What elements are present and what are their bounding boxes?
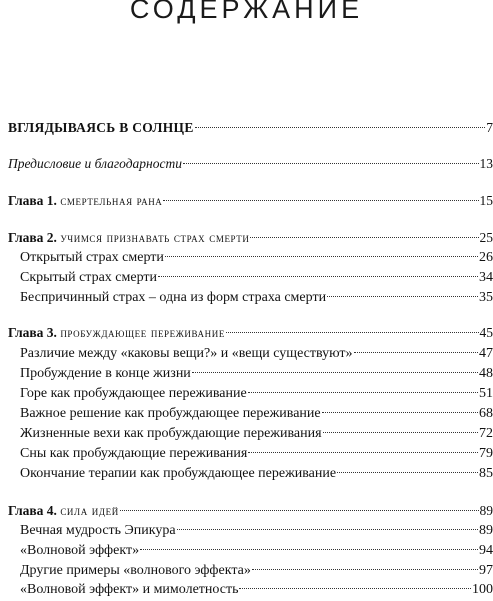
dot-leader [239, 588, 471, 589]
toc-preface-entry [0, 153, 493, 175]
dot-leader [248, 392, 478, 393]
toc-entry-page: 97 [479, 560, 493, 582]
dot-leader [226, 332, 479, 333]
toc-chapter-1 [0, 190, 493, 212]
toc-part-entry [0, 117, 493, 139]
toc-entry-title: Пробуждение в конце жизни [0, 363, 191, 385]
toc-entry-page: 13 [480, 153, 493, 175]
toc-entry-page: 34 [479, 267, 493, 289]
toc-section-entry [0, 520, 493, 542]
toc-entry-page: 48 [479, 363, 493, 385]
toc-entry-title: «Волновой эффект» и мимолетность [0, 579, 238, 601]
toc-section-entry [0, 423, 493, 445]
chapter-number: Глава 4. [8, 503, 57, 518]
dot-leader [140, 549, 478, 550]
dot-leader [252, 569, 478, 570]
toc-entry-page: 100 [472, 579, 493, 601]
toc-section-entry [0, 363, 493, 385]
chapter-name: учимся признавать страх смерти [60, 230, 249, 245]
toc-entry-page: 47 [479, 343, 493, 365]
dot-leader [163, 200, 478, 201]
toc-entry-page: 15 [480, 190, 493, 212]
toc-entry-page: 45 [480, 322, 493, 344]
dot-leader [323, 432, 478, 433]
dot-leader [158, 276, 478, 277]
toc-entry-page: 35 [479, 287, 493, 309]
toc-entry-title: Скрытый страх смерти [0, 267, 157, 289]
dot-leader [195, 127, 486, 128]
toc-entry-title: Важное решение как пробуждающее переживание [0, 403, 321, 425]
toc-section-entry [0, 463, 493, 485]
dot-leader [327, 296, 478, 297]
toc-entry-title: Предисловие и благодарности [0, 153, 182, 175]
toc-section-entry [0, 443, 493, 465]
toc-entry-title: ВГЛЯДЫВАЯСЬ В СОЛНЦЕ [0, 117, 194, 139]
toc-chapter-3 [0, 322, 493, 344]
toc-entry-title: «Волновой эффект» [0, 540, 139, 562]
dot-leader [337, 472, 478, 473]
toc-entry-page: 25 [480, 227, 493, 249]
toc-entry-page: 7 [486, 117, 493, 139]
dot-leader [250, 237, 478, 238]
toc-entry-page: 89 [479, 520, 493, 542]
toc-entry-title: Окончание терапии как пробуждающее переживание [0, 463, 336, 485]
chapter-number: Глава 1. [8, 193, 57, 208]
dot-leader [322, 412, 478, 413]
toc-entry-title: Беспричинный страх – одна из форм страха смерти [0, 287, 326, 309]
chapter-name: пробуждающее переживание [60, 325, 225, 340]
toc-entry-title: Различие между «каковы вещи?» и «вещи существуют» [0, 343, 353, 365]
toc-entry-page: 51 [479, 383, 493, 405]
toc-section-entry [0, 287, 493, 309]
dot-leader [192, 372, 478, 373]
toc-section-entry [0, 403, 493, 425]
dot-leader [183, 163, 479, 164]
toc-entry-title: Сны как пробуждающие переживания [0, 443, 247, 465]
dot-leader [165, 256, 478, 257]
toc-entry-page: 26 [479, 247, 493, 269]
toc-section-entry [0, 383, 493, 405]
toc-entry-page: 94 [479, 540, 493, 562]
toc-entry-page: 85 [479, 463, 493, 485]
dot-leader [248, 452, 478, 453]
chapter-number: Глава 2. [8, 230, 57, 245]
toc-entry-title: Горе как пробуждающее переживание [0, 383, 247, 405]
toc-entry-title: Открытый страх смерти [0, 247, 164, 269]
toc-section-entry [0, 540, 493, 562]
toc-entry-title: Жизненные вехи как пробуждающие переживания [0, 423, 322, 445]
toc-section-entry [0, 267, 493, 289]
toc-entry-page: 89 [480, 500, 493, 522]
toc-section-entry [0, 343, 493, 365]
dot-leader [354, 352, 479, 353]
toc-chapter-4 [0, 500, 493, 522]
chapter-number: Глава 3. [8, 325, 57, 340]
toc-entry-title: Другие примеры «волнового эффекта» [0, 560, 251, 582]
dot-leader [177, 529, 478, 530]
chapter-name: смертельная рана [60, 193, 162, 208]
toc-section-entry [0, 247, 493, 269]
page-title: СОДЕРЖАНИЕ [0, 0, 493, 25]
toc-section-entry [0, 579, 493, 601]
toc-entry-page: 79 [479, 443, 493, 465]
toc-entry-page: 68 [479, 403, 493, 425]
toc-entry-page: 72 [479, 423, 493, 445]
chapter-name: сила идей [60, 503, 119, 518]
toc-entry-title: Вечная мудрость Эпикура [0, 520, 176, 542]
toc-chapter-2 [0, 227, 493, 249]
dot-leader [120, 510, 479, 511]
